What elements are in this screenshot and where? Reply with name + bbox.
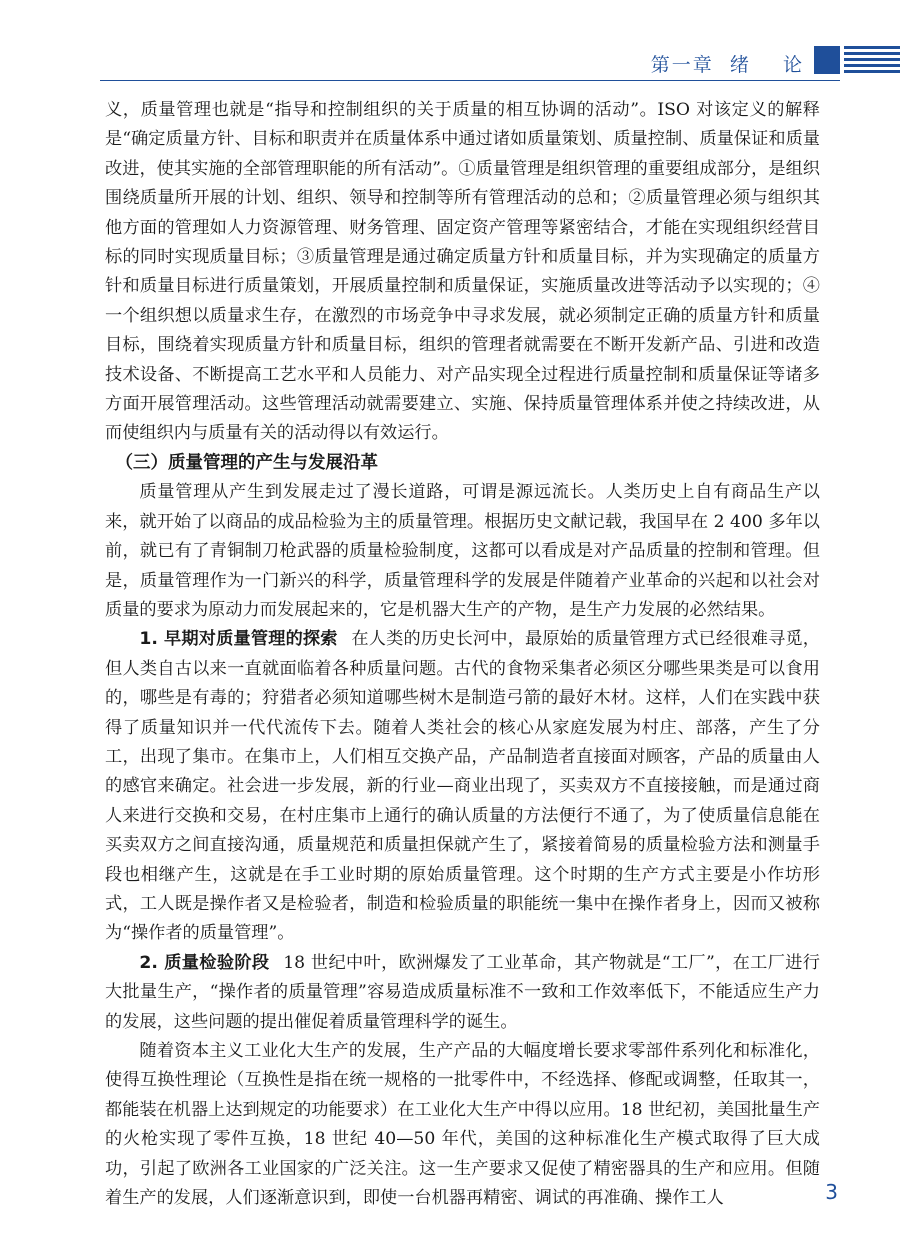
header-decoration-block <box>814 46 840 74</box>
paragraph-industrialization: 随着资本主义工业化大生产的发展，生产产品的大幅度增长要求零部件系列化和标准化，使得互换性理论（互换性是指在统一规格的一批零件中，不经选择、修配或调整，任取其一，都能装在机器上达到规定的功能要求）在工业化大生产中得以应用。18 世纪初，美国批量生产的火枪实现了零件互换，18 世纪 40—50 年代，美国的这种标准化生产模式取得了巨大成功，引起了欧洲各工业国家的广泛关注。这一生产要求又促使了精密器具的生产和应用。但随着生产的发展，人们逐渐意识到，即使一台机器再精密、调试的再准确、操作工人 <box>105 1041 820 1209</box>
subhead-early-exploration: 1. 早期对质量管理的探索 <box>139 629 338 650</box>
header-decoration-lines <box>844 46 900 74</box>
section-heading: （三）质量管理的产生与发展沿革 <box>115 452 378 473</box>
paragraph-history: 质量管理从产生到发展走过了漫长道路，可谓是源远流长。人类历史上自有商品生产以来，就开始了以商品的成品检验为主的质量管理。根据历史文献记载，我国早在 2 400 多年以前，就已有了青铜制刀枪武器的质量检验制度，这都可以看成是对产品质量的控制和管理。但是，质量管理作为一门新兴的科学，质量管理科学的发展是伴随着产业革命的兴起和以社会对质量的要求为原动力而发展起来的，它是机器大生产的产物，是生产力发展的必然结果。 <box>105 482 820 620</box>
paragraph-early-exploration-text: 在人类的历史长河中，最原始的质量管理方式已经很难寻觅，但人类自古以来一直就面临着各种质量问题。古代的食物采集者必须区分哪些果类是可以食用的，哪些是有毒的；狩猎者必须知道哪些树木是制造弓箭的最好木材。这样，人们在实践中获得了质量知识并一代代流传下去。随着人类社会的核心从家庭发展为村庄、部落，产生了分工，出现了集市。在集市上，人们相互交换产品，产品制造者直接面对顾客，产品的质量由人的感官来确定。社会进一步发展，新的行业—商业出现了，买卖双方不直接接触，而是通过商人来进行交换和交易，在村庄集市上通行的确认质量的方法便行不通了，为了使质量信息能在买卖双方之间直接沟通，质量规范和质量担保就产生了，紧接着简易的质量检验方法和测量手段也相继产生，这就是在手工业时期的原始质量管理。这个时期的生产方式主要是小作坊形式，工人既是操作者又是检验者，制造和检验质量的职能统一集中在操作者身上，因而又被称为“操作者的质量管理”。 <box>105 629 820 944</box>
subhead-inspection-stage: 2. 质量检验阶段 <box>139 952 270 973</box>
paragraph-inspection-stage <box>105 949 820 1037</box>
paragraph-inspection-stage-text: 18 世纪中叶，欧洲爆发了工业革命，其产物就是“工厂”，在工厂进行大批量生产，“操作者的质量管理”容易造成质量标准不一致和工作效率低下，不能适应生产力的发展，这些问题的提出催促着质量管理科学的诞生。 <box>105 952 820 1032</box>
page-content <box>105 96 820 1213</box>
page-number: 3 <box>825 1180 838 1204</box>
chapter-title: 第一章 绪 论 <box>650 54 804 76</box>
header-rule <box>100 80 840 81</box>
page-header <box>0 46 900 82</box>
paragraph-early-exploration <box>105 625 820 948</box>
paragraph-definition: 义，质量管理也就是“指导和控制组织的关于质量的相互协调的活动”。ISO 对该定义的解释是“确定质量方针、目标和职责并在质量体系中通过诸如质量策划、质量控制、质量保证和质量改进，使其实施的全部管理职能的所有活动”。①质量管理是组织管理的重要组成部分，是组织围绕质量所开展的计划、组织、领导和控制等所有管理活动的总和；②质量管理必须与组织其他方面的管理如人力资源管理、财务管理、固定资产管理等紧密结合，才能在实现组织经营目标的同时实现质量目标；③质量管理是通过确定质量方针和质量目标，并为实现确定的质量方针和质量目标进行质量策划，开展质量控制和质量保证，实施质量改进等活动予以实现的；④一个组织想以质量求生存，在激烈的市场竞争中寻求发展，就必须制定正确的质量方针和质量目标，围绕着实现质量方针和质量目标，组织的管理者就需要在不断开发新产品、引进和改造技术设备、不断提高工艺水平和人员能力、对产品实现全过程进行质量控制和质量保证等诸多方面开展管理活动。这些管理活动就需要建立、实施、保持质量管理体系并使之持续改进，从而使组织内与质量有关的活动得以有效运行。 <box>105 100 820 444</box>
